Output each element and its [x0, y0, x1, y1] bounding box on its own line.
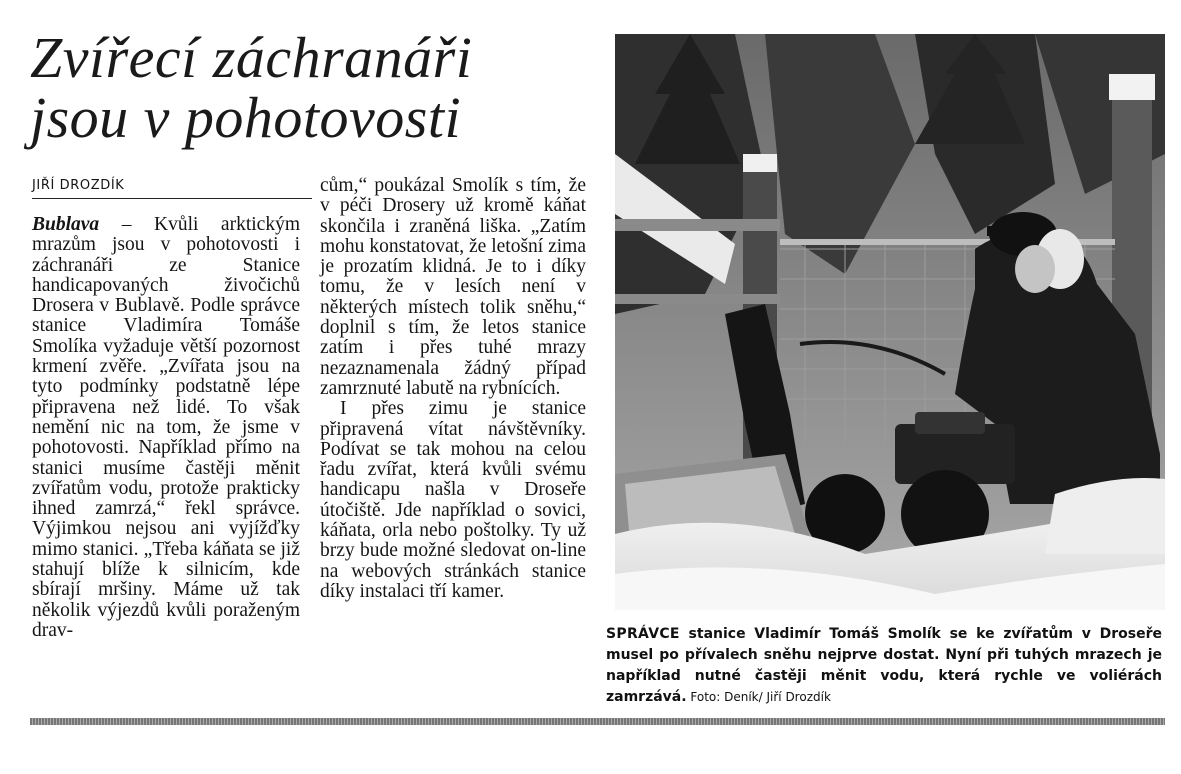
headline-line-2: jsou v pohotovosti	[30, 85, 462, 150]
caption-lead: SPRÁVCE	[606, 626, 680, 642]
news-photo	[615, 34, 1165, 610]
headline-line-1: Zvířecí záchranáři	[30, 25, 473, 90]
photo-credit: Foto: Deník/ Jiří Drozdík	[686, 690, 831, 704]
byline: JIŘÍ DROZDÍK	[32, 178, 312, 199]
bottom-rule	[30, 718, 1165, 725]
article-column-2	[320, 176, 586, 602]
caption-text: stanice Vladimír Tomáš Smolík se ke zvířatům v Droseře musel po přívalech sněhu nejprve dostat. Nyní při tuhých mrazech je například nutné častěji měnit vodu, která rychle ve voliérách zamrzává.	[606, 626, 1162, 705]
column-2-paragraph-1: cům,“ poukázal Smolík s tím, že v péči Drosery už kromě káňat skončila i zraněná liška. „Zatím mohu konstatovat, že letošní zima je prozatím klidná. Je to i díky tomu, že v lesích není v některých místech tolik sněhu,“ doplnil s tím, že letos stanice zatím i přes tuhé mrazy nezaznamenala žádný případ zamrznuté labutě na rybnících.	[320, 175, 586, 399]
article-column-1	[32, 215, 300, 641]
headline	[30, 25, 600, 150]
dateline: Bublava	[32, 214, 100, 235]
column-1-text: – Kvůli arktickým mrazům jsou v pohotovosti i záchranáři ze Stanice handicapovaných živočichů Drosera v Bublavě. Podle správce stanice Vladimíra Tomáše Smolíka vyžaduje větší pozornost krmení zvěře. „Zvířata jsou na tyto podmínky podstatně lépe připravena než lidé. To však nemění nic na tom, že jsme v pohotovosti. Například přímo na stanici musíme častěji měnit zvířatům vodu, protože prakticky ihned zamrzá,“ řekl správce. Výjimkou nejsou ani vyjížďky mimo stanici. „Třeba káňata se již stahují blíže k silnicím, kde sbírají mršiny. Máme už tak několik výjezdů kvůli poraženým drav-	[32, 214, 300, 641]
photo-caption	[606, 624, 1162, 708]
column-2-paragraph-2: I přes zimu je stanice připravená vítat návštěvníky. Podívat se tak mohou na celou řadu zvířat, která kvůli svému handicapu našla v Droseře útočiště. Jde například o sovici, káňata, orla nebo poštolky. Ty už brzy bude možné sledovat on-line na webových stránkách stanice díky instalaci tří kamer.	[320, 398, 586, 602]
